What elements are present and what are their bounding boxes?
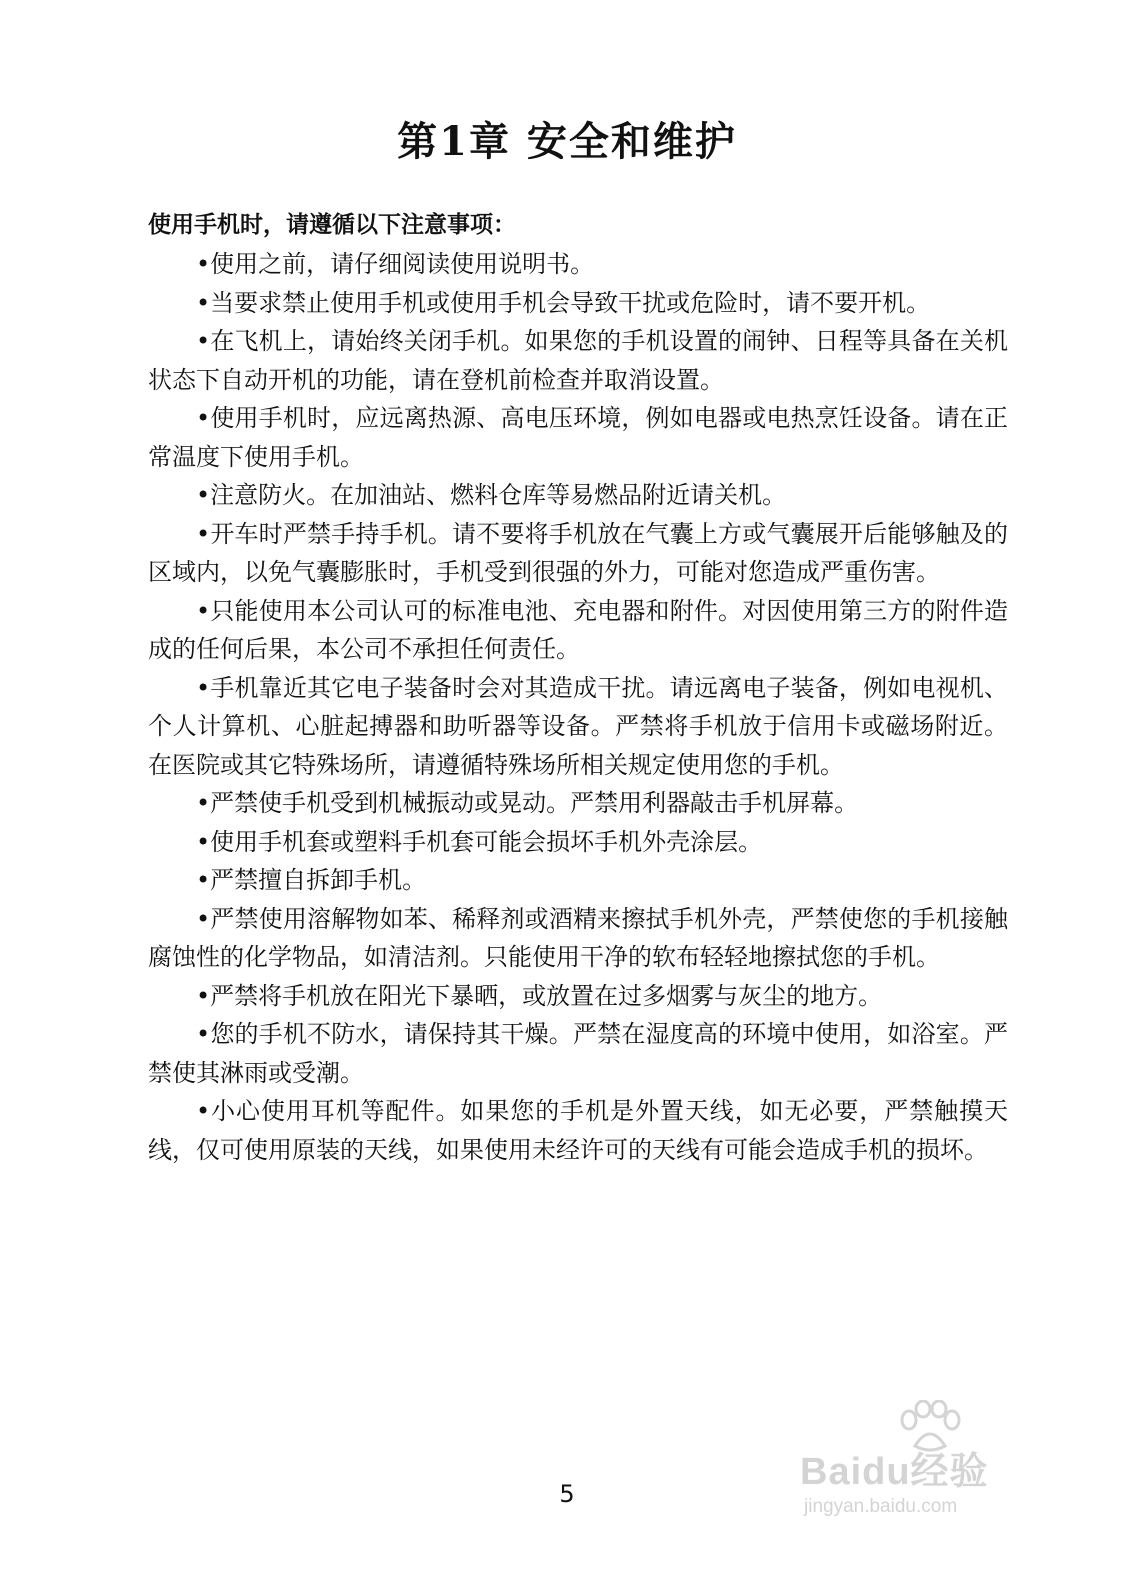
list-item: •只能使用本公司认可的标准电池、充电器和附件。对因使用第三方的附件造成的任何后果，本公司不承担任何责任。 bbox=[148, 596, 1008, 663]
list-item: •严禁将手机放在阳光下暴晒，或放置在过多烟雾与灰尘的地方。 bbox=[196, 981, 883, 1010]
list-item: •当要求禁止使用手机或使用手机会导致干扰或危险时，请不要开机。 bbox=[196, 288, 931, 317]
chapter-title: 第1章 安全和维护 bbox=[397, 118, 737, 165]
list-item: •在飞机上，请始终关闭手机。如果您的手机设置的闹钟、日程等具备在关机状态下自动开机的功能，请在登机前检查并取消设置。 bbox=[148, 327, 1008, 394]
list-item: •开车时严禁手持手机。请不要将手机放在气囊上方或气囊展开后能够触及的区域内，以免气囊膨胀时，手机受到很强的外力，可能对您造成严重伤害。 bbox=[148, 519, 1008, 586]
list-item: •注意防火。在加油站、燃料仓库等易燃品附近请关机。 bbox=[196, 481, 787, 509]
list-item: •严禁使手机受到机械振动或晃动。严禁用利器敲击手机屏幕。 bbox=[196, 789, 859, 817]
intro-heading: 使用手机时，请遵循以下注意事项： bbox=[148, 212, 516, 238]
baidu-watermark bbox=[800, 1400, 1060, 1530]
watermark-url: jingyan.baidu.com bbox=[804, 1496, 958, 1517]
list-item: •手机靠近其它电子装备时会对其造成干扰。请远离电子装备，例如电视机、个人计算机、心脏起搏器和助听器等设备。严禁将手机放于信用卡或磁场附近。在医院或其它特殊场所，请遵循特殊场所相关规定使用您的手机。 bbox=[148, 673, 1008, 779]
page-number: 5 bbox=[559, 1480, 575, 1508]
watermark-logo-text: Baidu经验 bbox=[800, 1451, 989, 1493]
list-item: •使用手机套或塑料手机套可能会损坏手机外壳涂层。 bbox=[196, 827, 763, 856]
list-item: •使用之前，请仔细阅读使用说明书。 bbox=[196, 250, 595, 278]
list-item: •严禁擅自拆卸手机。 bbox=[196, 866, 427, 894]
list-item: •您的手机不防水，请保持其干燥。严禁在湿度高的环境中使用，如浴室。严禁使其淋雨或受潮。 bbox=[148, 1020, 1008, 1087]
list-item: •严禁使用溶解物如苯、稀释剂或酒精来擦拭手机外壳，严禁使您的手机接触腐蚀性的化学物品，如清洁剂。只能使用干净的软布轻轻地擦拭您的手机。 bbox=[148, 904, 1008, 971]
list-item: •小心使用耳机等配件。如果您的手机是外置天线，如无必要，严禁触摸天线，仅可使用原装的天线，如果使用未经许可的天线有可能会造成手机的损坏。 bbox=[148, 1097, 1008, 1164]
list-item: •使用手机时，应远离热源、高电压环境，例如电器或电热烹饪设备。请在正常温度下使用手机。 bbox=[148, 404, 1008, 471]
safety-list bbox=[148, 245, 1008, 1169]
